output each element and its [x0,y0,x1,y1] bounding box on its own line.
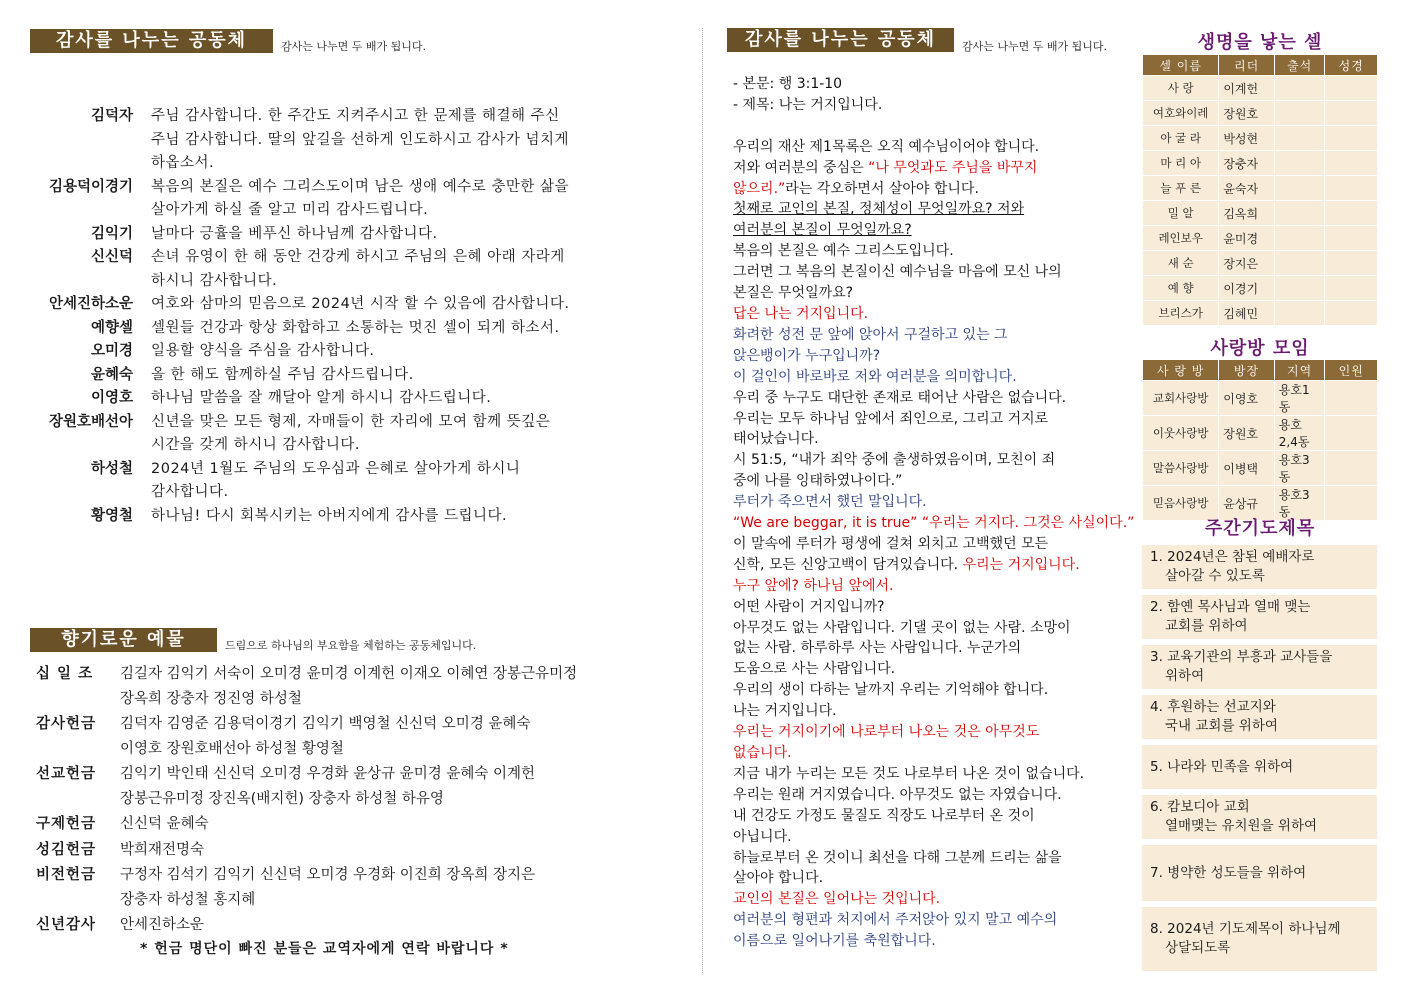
table-cell: 브리스가 [1143,301,1219,326]
table-cell: 용호1동 [1274,381,1325,416]
offering-row [36,712,696,761]
table-row [1143,101,1378,126]
offering-line: 구정자 김석기 김익기 신신덕 오미경 우경화 이진희 장옥희 장지은 [120,867,536,883]
offering-names [120,863,680,912]
page-divider [702,28,703,973]
offering-label: 선교헌금 [36,766,97,782]
table-cell [1325,126,1378,151]
offering-names [120,812,680,837]
table-cell: 밀 알 [1143,201,1219,226]
table-cell: 늘 푸 른 [1143,176,1219,201]
thanks-line: 하옵소서. [151,155,215,171]
table-cell [1325,226,1378,251]
sermon-line: 복음의 본질은 예수 그리스도입니다. [733,243,954,260]
offering-row [36,762,696,811]
thanks-name: 김익기 [90,225,133,242]
thanks-name: 장원호배선아 [48,413,133,430]
table-row [1143,301,1378,326]
sermon-line [733,158,1135,179]
offering-names [120,712,680,761]
sermon-line: “We are beggar, it is true” “우리는 거지다. 그것은 사실이다.” [733,515,1135,532]
offering-title: 향기로운 예물 [30,628,217,652]
table-cell: 이병택 [1219,451,1275,486]
thanks-row [30,364,680,388]
prayer-line: 5. 나라와 민족을 위하여 [1150,758,1294,775]
sermon-line: 루터가 죽으면서 했던 말입니다. [733,494,927,511]
sermon-line: 없는 사람. 하루하루 사는 사람입니다. 누군가의 [733,640,1022,657]
sermon-line: 답은 나는 거지입니다. [733,305,869,322]
offering-label: 감사헌금 [36,716,97,732]
thanks-text [151,293,661,317]
thanks-row [30,317,680,341]
thanks-text [151,223,661,247]
table-row [1143,126,1378,151]
prayer-item [1142,907,1377,971]
thanks-row [30,458,680,505]
offering-names [120,662,680,711]
prayer-line: 살아갈 수 있도록 [1165,568,1265,584]
sermon-line: 아무것도 없는 사람입니다. 기댈 곳이 없는 사람. 소망이 [733,619,1071,636]
table-cell: 용호2,4동 [1274,416,1325,451]
table-row [1143,451,1378,486]
sermon-line: - 제목: 나는 거지입니다. [733,96,883,113]
sermon-line: 우리는 모두 하나님 앞에서 죄인으로, 그리고 거지로 [733,410,1049,427]
table-cell [1325,201,1378,226]
table-cell [1325,301,1378,326]
prayer-item [1142,645,1377,689]
table-row [1143,251,1378,276]
table-cell [1325,276,1378,301]
offering-line: 장옥희 장충자 정진영 하성철 [120,690,302,707]
sermon-line: 어떤 사람이 거지입니까? [733,598,885,615]
offering-row [36,812,696,837]
table-cell: 사 랑 [1143,76,1219,101]
thanks-row [30,246,680,293]
table-cell: 교회사랑방 [1143,381,1219,416]
prayer-title: 주간기도제목 [1204,518,1316,539]
offering-label: 신년감사 [36,917,97,933]
sermon-line: 우리의 생이 다하는 날까지 우리는 기억해야 합니다. [733,682,1049,699]
table-cell: 레인보우 [1143,226,1219,251]
sermon-line: 하늘로부터 온 것이니 최선을 다해 그분께 드리는 삶을 [733,849,1062,866]
left-title: 감사를 나누는 공동체 [30,29,273,53]
thanks-text [151,458,661,505]
rooms-table [1142,359,1378,521]
table-cell: 윤숙자 [1219,176,1275,201]
thanks-row [30,387,680,411]
thanks-name: 하성철 [90,460,133,477]
table-header-cell: 출석 [1274,55,1325,76]
thanks-row [30,293,680,317]
thanks-name: 예향셀 [90,319,133,336]
table-row [1143,151,1378,176]
thanks-line: 하나님 말씀을 잘 깨달아 알게 하시니 감사드립니다. [151,390,492,406]
prayer-item [1142,795,1377,839]
offering-row [36,838,696,863]
prayer-line: 7. 병약한 성도들을 위하여 [1150,864,1307,881]
table-cell: 여호와이레 [1143,101,1219,126]
prayer-line: 국내 교회를 위하여 [1165,718,1278,734]
table-row [1143,381,1378,416]
table-header-row [1143,360,1378,381]
sermon-line: 앉은뱅이가 누구입니까? [733,347,881,364]
table-row [1143,176,1378,201]
sermon-segment: 않으리.” [733,180,786,197]
offering-line: 안세진하소운 [120,917,205,933]
thanks-row [30,105,680,176]
table-cell: 용호3동 [1274,451,1325,486]
offering-names [120,838,680,863]
table-row [1143,276,1378,301]
offering-row [36,913,696,938]
offering-row [36,863,696,912]
left-subtitle: 감사는 나누면 두 배가 됩니다. [281,40,426,53]
sermon-segment: 신학, 모든 신앙고백이 담겨있습니다. [733,556,963,573]
table-header-cell: 인원 [1325,360,1378,381]
offering-names [120,762,680,811]
sermon-segment: 우리는 거지입니다. [962,556,1080,573]
thanks-list [30,105,680,528]
offering-list [36,662,696,939]
prayer-line: 상달되도록 [1165,940,1231,956]
table-cell [1325,101,1378,126]
sermon-line: 중에 나를 잉태하였나이다.” [733,473,903,490]
offering-row [36,662,696,711]
offering-label: 성김헌금 [36,841,97,858]
prayer-item [1142,595,1377,639]
sermon-line [733,116,1135,137]
offering-line: 장충자 하성철 홍지혜 [120,891,256,908]
table-cell: 새 순 [1143,251,1219,276]
offering-label: 구제헌금 [36,816,97,832]
offering-label: 십 일 조 [36,666,94,682]
thanks-line: 하나님! 다시 회복시키는 아버지에게 감사를 드립니다. [151,507,508,524]
sermon-line [733,555,1135,576]
sermon-segment: 라는 각오하면서 살아야 합니다. [785,180,979,197]
sermon-line: 아닙니다. [733,828,792,845]
thanks-text [151,364,661,388]
sermon-line: 우리는 원래 거지였습니다. 아무것도 없는 자였습니다. [733,786,1062,803]
cells-title: 생명을 낳는 셀 [1197,32,1323,53]
prayer-line: 6. 캄보디아 교회 [1150,799,1250,815]
thanks-name: 황영철 [90,507,133,524]
thanks-text [151,505,661,529]
prayer-line: 교회를 위하여 [1165,618,1248,634]
table-cell [1325,176,1378,201]
right-title: 감사를 나누는 공동체 [727,28,954,52]
sermon-line: 도움으로 사는 사람입니다. [733,661,896,678]
offering-line: 김길자 김익기 서숙이 오미경 윤미경 이계헌 이재오 이혜연 장봉근유미정 [120,666,578,682]
table-cell: 장원호 [1219,101,1275,126]
table-header-cell: 방장 [1219,360,1275,381]
prayer-line: 열매맺는 유치원을 위하여 [1165,818,1318,834]
table-cell: 장지은 [1219,251,1275,276]
offering-line: 김덕자 김영준 김용덕이경기 김익기 백영철 신신덕 오미경 윤혜숙 [120,716,531,732]
sermon-line: 내 건강도 가정도 물질도 직장도 나로부터 온 것이 [733,807,1035,824]
thanks-name: 신신덕 [90,249,133,265]
thanks-text [151,387,661,411]
table-cell: 박성현 [1219,126,1275,151]
sermon-line: 여러분의 형편과 처지에서 주저앉아 있지 말고 예수의 [733,912,1058,929]
table-cell: 장충자 [1219,151,1275,176]
table-cell: 이웃사랑방 [1143,416,1219,451]
sermon-line: 없습니다. [733,745,792,761]
offering-subtitle: 드림으로 하나님의 부요함을 체험하는 공동체입니다. [225,639,477,652]
table-cell: 이경기 [1219,276,1275,301]
prayer-item [1142,545,1377,589]
table-header-row [1143,55,1378,76]
right-subtitle: 감사는 나누면 두 배가 됩니다. [962,40,1107,53]
table-row [1143,201,1378,226]
table-cell [1274,251,1325,276]
thanks-text [151,340,661,364]
table-cell [1325,451,1378,486]
sermon-line: 누구 앞에? 하나님 앞에서. [733,577,894,594]
thanks-row [30,340,680,364]
sermon-line: 이름으로 일어나기를 축원합니다. [733,933,936,950]
offering-line: 박희재전명숙 [120,841,205,858]
table-row [1143,226,1378,251]
sermon-line [733,179,1135,200]
table-cell [1274,151,1325,176]
thanks-name: 오미경 [90,343,133,359]
table-cell: 이영호 [1219,381,1275,416]
table-cell: 이계헌 [1219,76,1275,101]
table-header-cell: 셀 이름 [1143,55,1219,76]
sermon-line: 첫째로 교인의 본질, 정체성이 무엇일까요? 저와 [733,201,1025,218]
offering-label: 비전헌금 [36,867,97,883]
table-cell: 마 리 아 [1143,151,1219,176]
table-cell [1325,381,1378,416]
prayer-line: 3. 교육기관의 부흥과 교사들을 [1150,649,1333,665]
sermon-line: 그러면 그 복음의 본질이신 예수님을 마음에 모신 나의 [733,264,1062,281]
thanks-line: 감사합니다. [151,484,229,500]
thanks-text [151,105,661,176]
prayer-item [1142,745,1377,789]
prayer-line: 1. 2024년은 참된 예배자로 [1150,549,1315,565]
sermon-line: 시 51:5, “내가 죄악 중에 출생하였음이며, 모친이 죄 [733,452,1056,469]
sermon-line: 우리의 재산 제1목록은 오직 예수님이어야 합니다. [733,138,1040,155]
table-header-cell: 사 랑 방 [1143,360,1219,381]
table-cell: 장원호 [1219,416,1275,451]
sermon-line: 태어났습니다. [733,431,819,448]
prayer-line: 위하여 [1165,668,1205,684]
offering-line: 장봉근유미정 장진옥(배지헌) 장충자 하성철 하유영 [120,790,444,807]
thanks-text [151,246,661,293]
sermon-segment: “나 무엇과도 주님을 바꾸지 [868,159,1038,176]
thanks-row [30,176,680,223]
thanks-line: 시간을 갖게 하시니 감사합니다. [151,437,361,453]
table-cell: 예 향 [1143,276,1219,301]
table-cell [1274,226,1325,251]
table-row [1143,76,1378,101]
thanks-name: 김용덕이경기 [48,178,133,195]
table-cell [1274,126,1325,151]
table-cell [1325,151,1378,176]
sermon-line: 나는 거지입니다. [733,703,837,720]
offering-names [120,913,680,938]
table-cell: 용호3동 [1274,486,1325,521]
thanks-name: 안세진하소운 [48,296,133,312]
thanks-text [151,176,661,223]
thanks-line: 주님 감사합니다. 딸의 앞길을 선하게 인도하시고 감사가 넘치게 [151,131,570,148]
table-cell: 말씀사랑방 [1143,451,1219,486]
sermon-line: 살아야 합니다. [733,870,824,887]
thanks-name: 윤혜숙 [90,366,133,383]
prayer-line: 8. 2024년 기도제목이 하나님께 [1150,921,1341,937]
cells-table [1142,54,1378,326]
thanks-row [30,411,680,458]
prayer-item [1142,695,1377,739]
thanks-row [30,223,680,247]
table-cell [1274,176,1325,201]
table-header-cell: 성경 [1325,55,1378,76]
sermon-line: 화려한 성전 문 앞에 앉아서 구걸하고 있는 그 [733,326,1008,343]
offering-note: * 헌금 명단이 빠진 분들은 교역자에게 연락 바랍니다 * [140,941,509,957]
table-cell: 김혜민 [1219,301,1275,326]
table-cell [1325,416,1378,451]
thanks-line: 올 한 해도 함께하실 주님 감사드립니다. [151,366,414,383]
table-cell [1325,76,1378,101]
thanks-name: 이영호 [90,390,133,406]
table-cell: 아 굴 라 [1143,126,1219,151]
thanks-line: 살아가게 하실 줄 알고 미리 감사드립니다. [151,202,429,218]
thanks-line: 여호와 삼마의 믿음으로 2024년 시작 할 수 있음에 감사합니다. [151,296,570,312]
table-cell: 윤미경 [1219,226,1275,251]
table-cell: 윤상규 [1219,486,1275,521]
prayer-list [1142,545,1377,977]
thanks-line: 셀원들 건강과 항상 화합하고 소통하는 멋진 셀이 되게 하소서. [151,319,560,336]
sermon-line: 우리 중 누구도 대단한 존재로 태어난 사람은 없습니다. [733,389,1067,406]
sermon-line: 교인의 본질은 일어나는 것입니다. [733,891,941,908]
thanks-name: 김덕자 [90,108,133,124]
thanks-line: 손녀 유영이 한 해 동안 건강케 하시고 주님의 은혜 아래 자라게 [151,249,565,265]
sermon-line: 이 말속에 루터가 평생에 걸쳐 외치고 고백했던 모든 [733,535,1049,552]
prayer-line: 4. 후원하는 선교지와 [1150,699,1276,715]
table-cell [1274,276,1325,301]
sermon-line: 본질은 무엇일까요? [733,285,854,302]
prayer-item [1142,845,1377,901]
table-header-cell: 리더 [1219,55,1275,76]
thanks-text [151,411,661,458]
sermon-line: - 본문: 행 3:1-10 [733,76,843,92]
table-row [1143,416,1378,451]
table-cell [1325,251,1378,276]
thanks-line: 하시니 감사합니다. [151,272,278,289]
sermon-line: 여러분의 본질이 무엇일까요? [733,222,912,239]
table-header-cell: 지역 [1274,360,1325,381]
table-cell [1274,301,1325,326]
table-cell [1274,101,1325,126]
thanks-line: 일용할 양식을 주심을 감사합니다. [151,343,375,359]
thanks-line: 날마다 긍휼을 베푸신 하나님께 감사합니다. [151,225,438,242]
sermon-text [733,74,1135,952]
sermon-line: 지금 내가 누리는 모든 것도 나로부터 나온 것이 없습니다. [733,765,1085,782]
thanks-line: 복음의 본질은 예수 그리스도이며 남은 생애 예수로 충만한 삶을 [151,178,570,195]
thanks-line: 2024년 1월도 주님의 도우심과 은혜로 살아가게 하시니 [151,460,521,477]
thanks-text [151,317,661,341]
table-cell: 믿음사랑방 [1143,486,1219,521]
thanks-row [30,505,680,529]
table-cell [1274,76,1325,101]
offering-line: 김익기 박인태 신신덕 오미경 우경화 윤상규 윤미경 윤혜숙 이계헌 [120,766,536,782]
thanks-line: 신년을 맞은 모든 형제, 자매들이 한 자리에 모여 함께 뜻깊은 [151,413,551,430]
offering-line: 신신덕 윤혜숙 [120,816,209,832]
sermon-line: 우리는 거지이기에 나로부터 나오는 것은 아무것도 [733,724,1040,741]
offering-line: 이영호 장원호배선아 하성철 황영철 [120,740,344,757]
thanks-line: 주님 감사합니다. 한 주간도 지켜주시고 한 문제를 해결해 주신 [151,108,560,124]
table-cell: 김옥희 [1219,201,1275,226]
table-cell [1274,201,1325,226]
prayer-line: 2. 함옌 목사님과 열매 맺는 [1150,599,1311,615]
sermon-segment: 저와 여러분의 중심은 [733,159,869,176]
rooms-title: 사랑방 모임 [1210,338,1310,359]
sermon-line: 이 걸인이 바로바로 저와 여러분을 의미합니다. [733,368,1017,385]
